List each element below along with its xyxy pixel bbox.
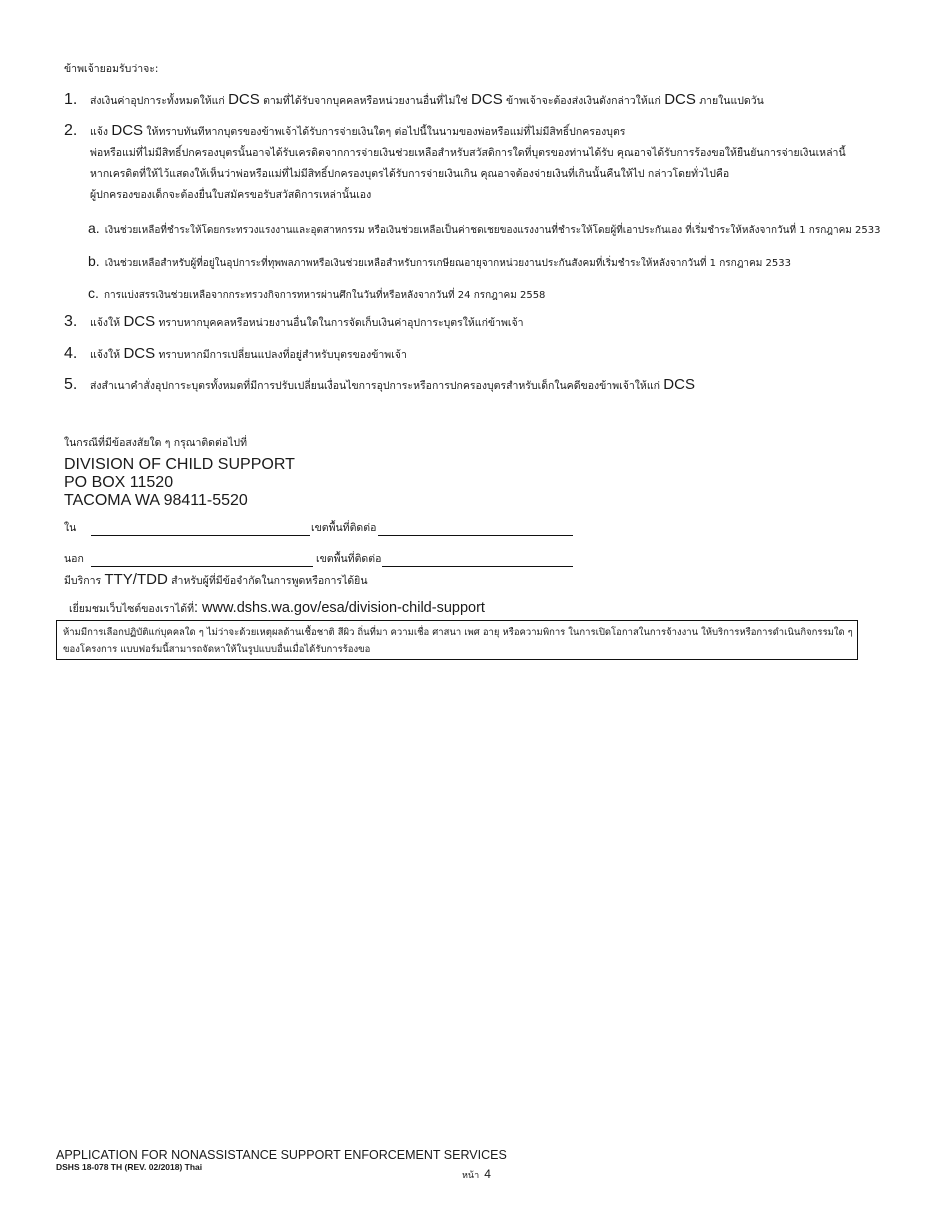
sub-item-a [88,218,881,238]
text-run: หากเครดิตที่ให้ไว้แสดงให้เห็นว่าพ่อหรือแม่ที่ไม่มีสิทธิ์ปกครองบุตรได้รับการจ่ายเงินเกิน คุณอาจต้องจ่ายเงินที่เกินนั้นคืนให้ไป กล่าวโดยทั่วไปคือ [90,168,730,180]
address-line: PO BOX 11520 [64,474,174,491]
text-run: ทราบหากมีการเปลี่ยนแปลงที่อยู่สำหรับบุตรของข้าพเจ้า [155,349,407,361]
sub-item-letter: b. [88,253,100,269]
tty-post: สำหรับผู้ที่มีข้อจำกัดในการพูดหรือการได้ยิน [167,575,368,587]
phone-row-out [64,552,584,566]
item-2-number: 2. [64,122,78,139]
text-run: แจ้งให้ [90,349,124,361]
sub-item-text: เงินช่วยเหลือที่ชำระให้โดยกระทรวงแรงงานและอุตสาหกรรม หรือเงินช่วยเหลือเป็นค่าชดเชยของแรงงานที่ชำระให้โดยผู้ที่เอาประกันเอง ที่เริ่มชำระให้หลังจากวันที่ 1 กรกฎาคม 2533 [104,225,881,236]
text-run: พ่อหรือแม่ที่ไม่มีสิทธิ์ปกครองบุตรนั้นอาจได้รับเครดิตจากการจ่ายเงินช่วยเหลือสำหรับสวัสดิการใดที่บุตรของท่านได้รับ คุณอาจได้รับการร้องขอให้ยืนยันการจ่ายเงินเหล่านี้ [90,147,846,159]
tty-code: TTY/TDD [104,571,168,588]
in-state-area-label: เขตพื้นที่ติดต่อ [311,522,377,534]
text-run: แจ้งให้ [90,317,124,329]
text-run: ส่งเงินค่าอุปการะทั้งหมดให้แก่ [90,95,229,107]
tty-line [64,573,368,588]
in-state-area-field[interactable] [378,534,573,536]
footer-title: APPLICATION FOR NONASSISTANCE SUPPORT ENFORCEMENT SERVICES [56,1148,507,1162]
text-run: ผู้ปกครองของเด็กจะต้องยื่นใบสมัครขอรับสวัสดิการเหล่านั้นเอง [90,189,372,201]
in-state-phone-field[interactable] [91,534,310,536]
in-state-label: ใน [64,522,77,534]
intro-text: ข้าพเจ้ายอมรับว่าจะ: [64,63,159,75]
item-line [90,167,846,188]
address-line: TACOMA WA 98411-5520 [64,492,248,509]
text-run: แจ้ง [90,126,112,138]
address-line: DIVISION OF CHILD SUPPORT [64,456,295,473]
page-number: 4 [484,1167,491,1181]
nondiscrimination-notice [56,620,858,660]
dcs-abbrev: DCS [471,91,503,108]
dcs-abbrev: DCS [111,122,144,139]
text-run: ตามที่ได้รับจากบุคคลหรือหน่วยงานอื่นที่ไม่ใช่ [259,95,472,107]
notice-line: ห้ามมีการเลือกปฏิบัติแก่บุคคลใด ๆ ไม่ว่าจะด้วยเหตุผลด้านเชื้อชาติ สีผิว ถิ่นที่มา ความเชื่อ ศาสนา เพศ อายุ หรือความพิการ ในการเปิดโอกาสในการจ้างงาน ให้บริการหรือการดำเนินกิจกรรมใด ๆ [63,627,853,638]
sub-item-letter: a. [88,220,100,236]
phone-row-in [64,521,584,535]
text-run: ให้ทราบทันทีหากบุตรของข้าพเจ้าได้รับการจ่ายเงินใดๆ ต่อไปนี้ในนามของพ่อหรือแม่ที่ไม่มีสิทธิ์ปกครองบุตร [143,126,626,138]
out-state-label: นอก [64,553,84,565]
contact-address [64,456,295,510]
website-url[interactable]: : www.dshs.wa.gov/esa/division-child-support [194,600,485,616]
website-line [69,597,485,616]
item-3-text [90,315,524,330]
item-1-text [90,93,764,108]
dcs-abbrev: DCS [228,91,260,108]
item-4-number: 4. [64,345,78,362]
sub-item-text: เงินช่วยเหลือสำหรับผู้ที่อยู่ในอุปการะที่ทุพพลภาพหรือเงินช่วยเหลือสำหรับการเกษียณอายุจากหน่วยงานประกันสังคมที่เริ่มชำระให้หลังจากวันที่ 1 กรกฎาคม 2533 [104,258,791,269]
item-2-text [90,124,846,209]
text-run: ส่งสำเนาคำสั่งอุปการะบุตรทั้งหมดที่มีการปรับเปลี่ยนเงื่อนไขการอุปการะหรือการปกครองบุตรสำหรับเด็กในคดีของข้าพเจ้าให้แก่ [90,380,664,392]
dcs-abbrev: DCS [664,91,696,108]
item-5-text [90,378,695,393]
item-1-number: 1. [64,91,78,108]
footer-page [462,1163,491,1183]
page-label: หน้า [462,1171,480,1181]
tty-pre: มีบริการ [64,575,105,587]
website-label: เยี่ยมชมเว็บไซต์ของเราได้ที่ [69,603,194,615]
item-line [90,124,846,146]
item-line [90,188,846,209]
sub-item-text: การแบ่งสรรเงินช่วยเหลือจากกระทรวงกิจการทหารผ่านศึกในวันที่หรือหลังจากวันที่ 24 กรกฎาคม 2558 [103,290,546,301]
out-state-area-field[interactable] [382,565,573,567]
sub-item-c [88,283,545,303]
sub-item-letter: c. [88,285,99,301]
sub-item-b [88,251,791,271]
dcs-abbrev: DCS [123,345,156,362]
item-line [90,91,764,108]
text-run: ข้าพเจ้าจะต้องส่งเงินดังกล่าวให้แก่ [502,95,665,107]
contact-prompt: ในกรณีที่มีข้อสงสัยใด ๆ กรุณาติดต่อไปที่ [64,437,247,449]
text-run: ภายในแปดวัน [695,95,764,107]
item-3-number: 3. [64,313,78,330]
out-state-area-label: เขตพื้นที่ติดต่อ [316,553,382,565]
text-run: ทราบหากบุคคลหรือหน่วยงานอื่นใดในการจัดเก็บเงินค่าอุปการะบุตรให้แก่ข้าพเจ้า [155,317,524,329]
item-line [90,146,846,167]
item-5-number: 5. [64,376,78,393]
notice-line: ของโครงการ แบบฟอร์มนี้สามารถจัดหาให้ในรูปแบบอื่นเมื่อได้รับการร้องขอ [63,644,371,655]
out-state-phone-field[interactable] [91,565,313,567]
dcs-abbrev: DCS [663,376,695,393]
item-4-text [90,347,407,362]
dcs-abbrev: DCS [123,313,156,330]
footer-form-id: DSHS 18-078 TH (REV. 02/2018) Thai [56,1162,203,1172]
